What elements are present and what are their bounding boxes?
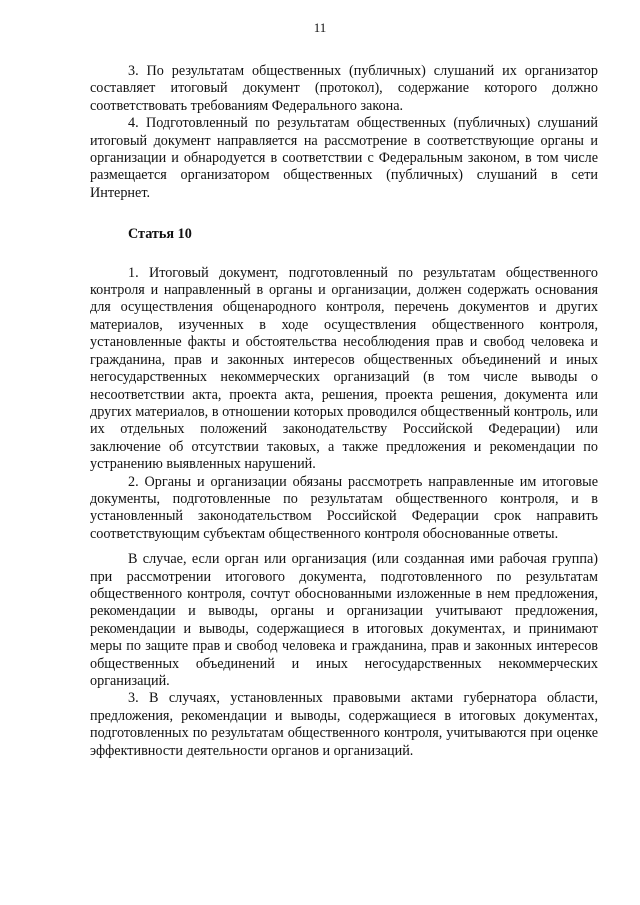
page-content <box>90 63 598 760</box>
page-number: 11 <box>313 20 327 35</box>
paragraph: 3. По результатам общественных (публичных) слушаний их организатор составляет итоговый документ (протокол), содержание которого должно соответствовать требованиям Федерального закона. <box>90 63 598 114</box>
paragraph: 1. Итоговый документ, подготовленный по результатам общественного контроля и направленный в органы и организации, должен содержать основания для осуществления общенародного контроля, перечень документов и других материалов, изученных в ходе осуществления общественного контроля, установленные факты и обстоятельства несоблюдения прав и свобод человека и гражданина, прав и законных интересов общественных объединений и иных негосударственных некоммерческих организаций (в том числе выводы о несоответствии акта, проекта акта, решения, проекта решения, документа или других материалов, в отношении которых проводился общественный контроль, или их отдельных положений законодательству Российской Федерации) или заключение об отсутствии таковых, а также предложения и рекомендации по устранению выявленных нарушений. <box>90 264 598 473</box>
paragraph: 3. В случаях, установленных правовыми актами губернатора области, предложения, рекомендации и выводы, содержащиеся в итоговых документах, подготовленных по результатам общественного контроля, учитываются при оценке эффективности деятельности органов и организаций. <box>90 690 598 759</box>
paragraph: 4. Подготовленный по результатам общественных (публичных) слушаний итоговый документ направляется на рассмотрение в соответствующие органы и организации и обнародуется в соответствии с Федеральным законом, в том числе размещается организатором общественных (публичных) слушаний в сети Интернет. <box>90 115 598 201</box>
spacer <box>90 543 598 551</box>
paragraph: В случае, если орган или организация (или созданная ими рабочая группа) при рассмотрении итогового документа, подготовленного по результатам общественного контроля, сочтут обоснованными изложенные в нем предложения, рекомендации и выводы, органы и организации учитывают предложения, рекомендации и выводы, содержащиеся в итоговых документах, и принимают меры по защите прав и свобод человека и гражданина, прав и законных интересов общественных объединений и иных негосударственных некоммерческих организаций. <box>90 551 598 689</box>
paragraph: 2. Органы и организации обязаны рассмотреть направленные им итоговые документы, подготовленные по результатам общественного контроля, и в установленный законодательством Российской Федерации срок направить соответствующим субъектам общественного контроля обоснованные ответы. <box>90 473 598 542</box>
article-heading: Статья 10 <box>128 226 192 243</box>
